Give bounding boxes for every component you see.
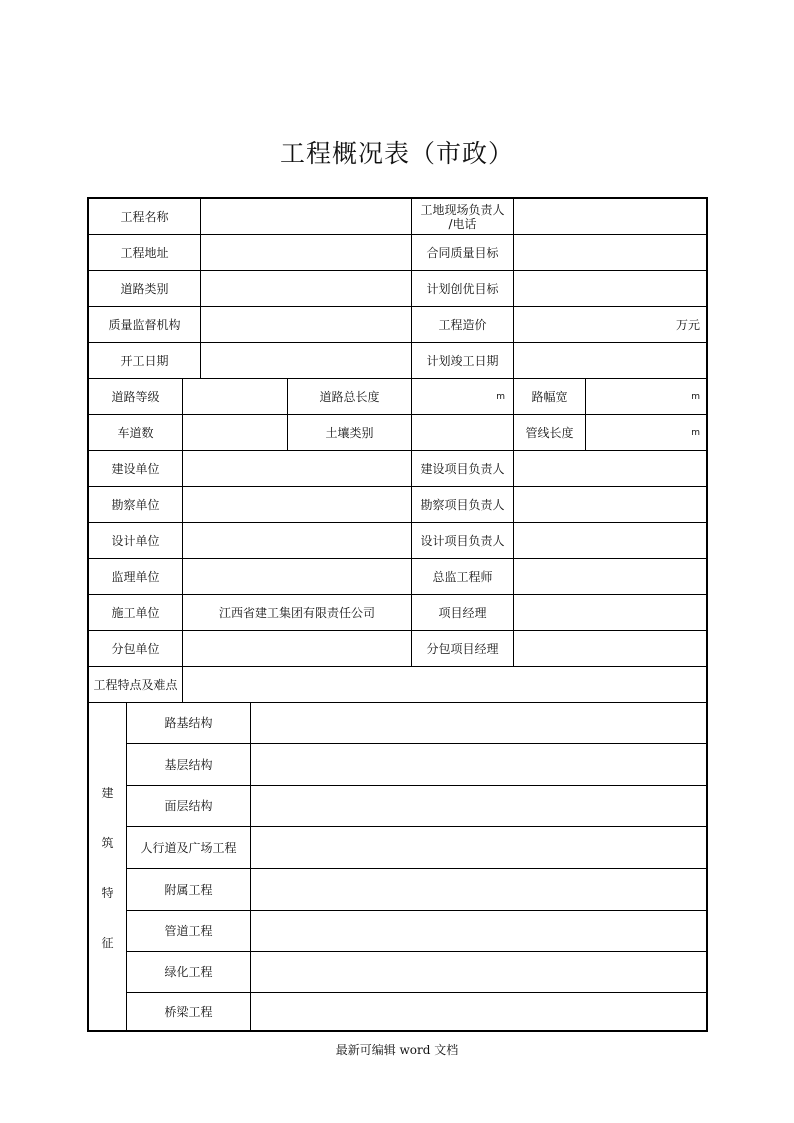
label-surface-layer: 面层结构: [127, 786, 251, 827]
label-soil-type: 土壤类别: [288, 415, 412, 451]
field-project-manager[interactable]: [514, 595, 708, 631]
label-base-layer: 基层结构: [127, 744, 251, 786]
label-start-date: 开工日期: [89, 343, 201, 379]
field-pipeline-length[interactable]: [586, 415, 708, 451]
arch-char-3: 特: [101, 885, 114, 900]
label-project-name: 工程名称: [89, 199, 201, 235]
label-road-total-length: 道路总长度: [288, 379, 412, 415]
label-pipeline-length: 管线长度: [514, 415, 586, 451]
label-chief-supervisor: 总监工程师: [412, 559, 514, 595]
field-road-type[interactable]: [201, 271, 412, 307]
label-project-manager: 项目经理: [412, 595, 514, 631]
label-survey-unit: 勘察单位: [89, 487, 183, 523]
field-base-layer[interactable]: [251, 744, 708, 786]
label-survey-pm: 勘察项目负责人: [412, 487, 514, 523]
label-design-unit: 设计单位: [89, 523, 183, 559]
field-road-width[interactable]: [586, 379, 708, 415]
label-subcontractor: 分包单位: [89, 631, 183, 667]
label-contract-quality-target: 合同质量目标: [412, 235, 514, 271]
field-project-name[interactable]: [201, 199, 412, 235]
label-contractor: 施工单位: [89, 595, 183, 631]
field-road-grade[interactable]: [183, 379, 288, 415]
label-lane-count: 车道数: [89, 415, 183, 451]
field-chief-supervisor[interactable]: [514, 559, 708, 595]
label-excellence-target: 计划创优目标: [412, 271, 514, 307]
label-features-difficulties: 工程特点及难点: [89, 667, 183, 703]
field-survey-unit[interactable]: [183, 487, 412, 523]
field-project-cost[interactable]: [514, 307, 708, 343]
label-construction-pm: 建设项目负责人: [412, 451, 514, 487]
field-lane-count[interactable]: [183, 415, 288, 451]
label-auxiliary: 附属工程: [127, 869, 251, 911]
field-sub-pm[interactable]: [514, 631, 708, 667]
field-pipeline[interactable]: [251, 911, 708, 952]
field-excellence-target[interactable]: [514, 271, 708, 307]
label-sidewalk-plaza: 人行道及广场工程: [127, 827, 251, 869]
length-unit: m: [496, 391, 505, 402]
label-project-cost: 工程造价: [412, 307, 514, 343]
label-site-manager-phone: 工地现场负责人 /电话: [412, 199, 514, 235]
page-title: 工程概况表（市政）: [279, 139, 514, 168]
field-soil-type[interactable]: [412, 415, 514, 451]
field-road-total-length[interactable]: [412, 379, 514, 415]
label-road-width: 路幅宽: [514, 379, 586, 415]
label-planned-completion: 计划竣工日期: [412, 343, 514, 379]
arch-char-4: 征: [101, 935, 114, 950]
field-bridge[interactable]: [251, 993, 708, 1030]
label-construction-unit: 建设单位: [89, 451, 183, 487]
field-site-manager-phone[interactable]: [514, 199, 708, 235]
field-construction-unit[interactable]: [183, 451, 412, 487]
field-design-unit[interactable]: [183, 523, 412, 559]
field-quality-supervision[interactable]: [201, 307, 412, 343]
field-greening[interactable]: [251, 952, 708, 993]
cost-unit: 万元: [675, 317, 700, 332]
page-footer: 最新可编辑 word 文档: [335, 1043, 459, 1057]
field-roadbed[interactable]: [251, 703, 708, 744]
field-supervision-unit[interactable]: [183, 559, 412, 595]
label-roadbed: 路基结构: [127, 703, 251, 744]
label-architecture-features: [89, 703, 127, 1032]
label-design-pm: 设计项目负责人: [412, 523, 514, 559]
label-road-type: 道路类别: [89, 271, 201, 307]
field-sidewalk-plaza[interactable]: [251, 827, 708, 869]
field-project-address[interactable]: [201, 235, 412, 271]
label-quality-supervision: 质量监督机构: [89, 307, 201, 343]
field-construction-pm[interactable]: [514, 451, 708, 487]
field-planned-completion[interactable]: [514, 343, 708, 379]
width-unit: m: [691, 391, 700, 402]
field-start-date[interactable]: [201, 343, 412, 379]
label-greening: 绿化工程: [127, 952, 251, 993]
field-auxiliary[interactable]: [251, 869, 708, 911]
arch-char-1: 建: [101, 785, 114, 800]
label-road-grade: 道路等级: [89, 379, 183, 415]
label-project-address: 工程地址: [89, 235, 201, 271]
field-design-pm[interactable]: [514, 523, 708, 559]
arch-char-2: 筑: [101, 835, 114, 850]
label-bridge: 桥梁工程: [127, 993, 251, 1030]
pipeline-unit: m: [691, 427, 700, 438]
field-features-difficulties[interactable]: [183, 667, 708, 703]
field-contract-quality-target[interactable]: [514, 235, 708, 271]
field-survey-pm[interactable]: [514, 487, 708, 523]
label-supervision-unit: 监理单位: [89, 559, 183, 595]
label-sub-pm: 分包项目经理: [412, 631, 514, 667]
field-contractor[interactable]: 江西省建工集团有限责任公司: [183, 595, 412, 631]
field-surface-layer[interactable]: [251, 786, 708, 827]
field-subcontractor[interactable]: [183, 631, 412, 667]
project-overview-table: [87, 197, 708, 1032]
label-pipeline: 管道工程: [127, 911, 251, 952]
